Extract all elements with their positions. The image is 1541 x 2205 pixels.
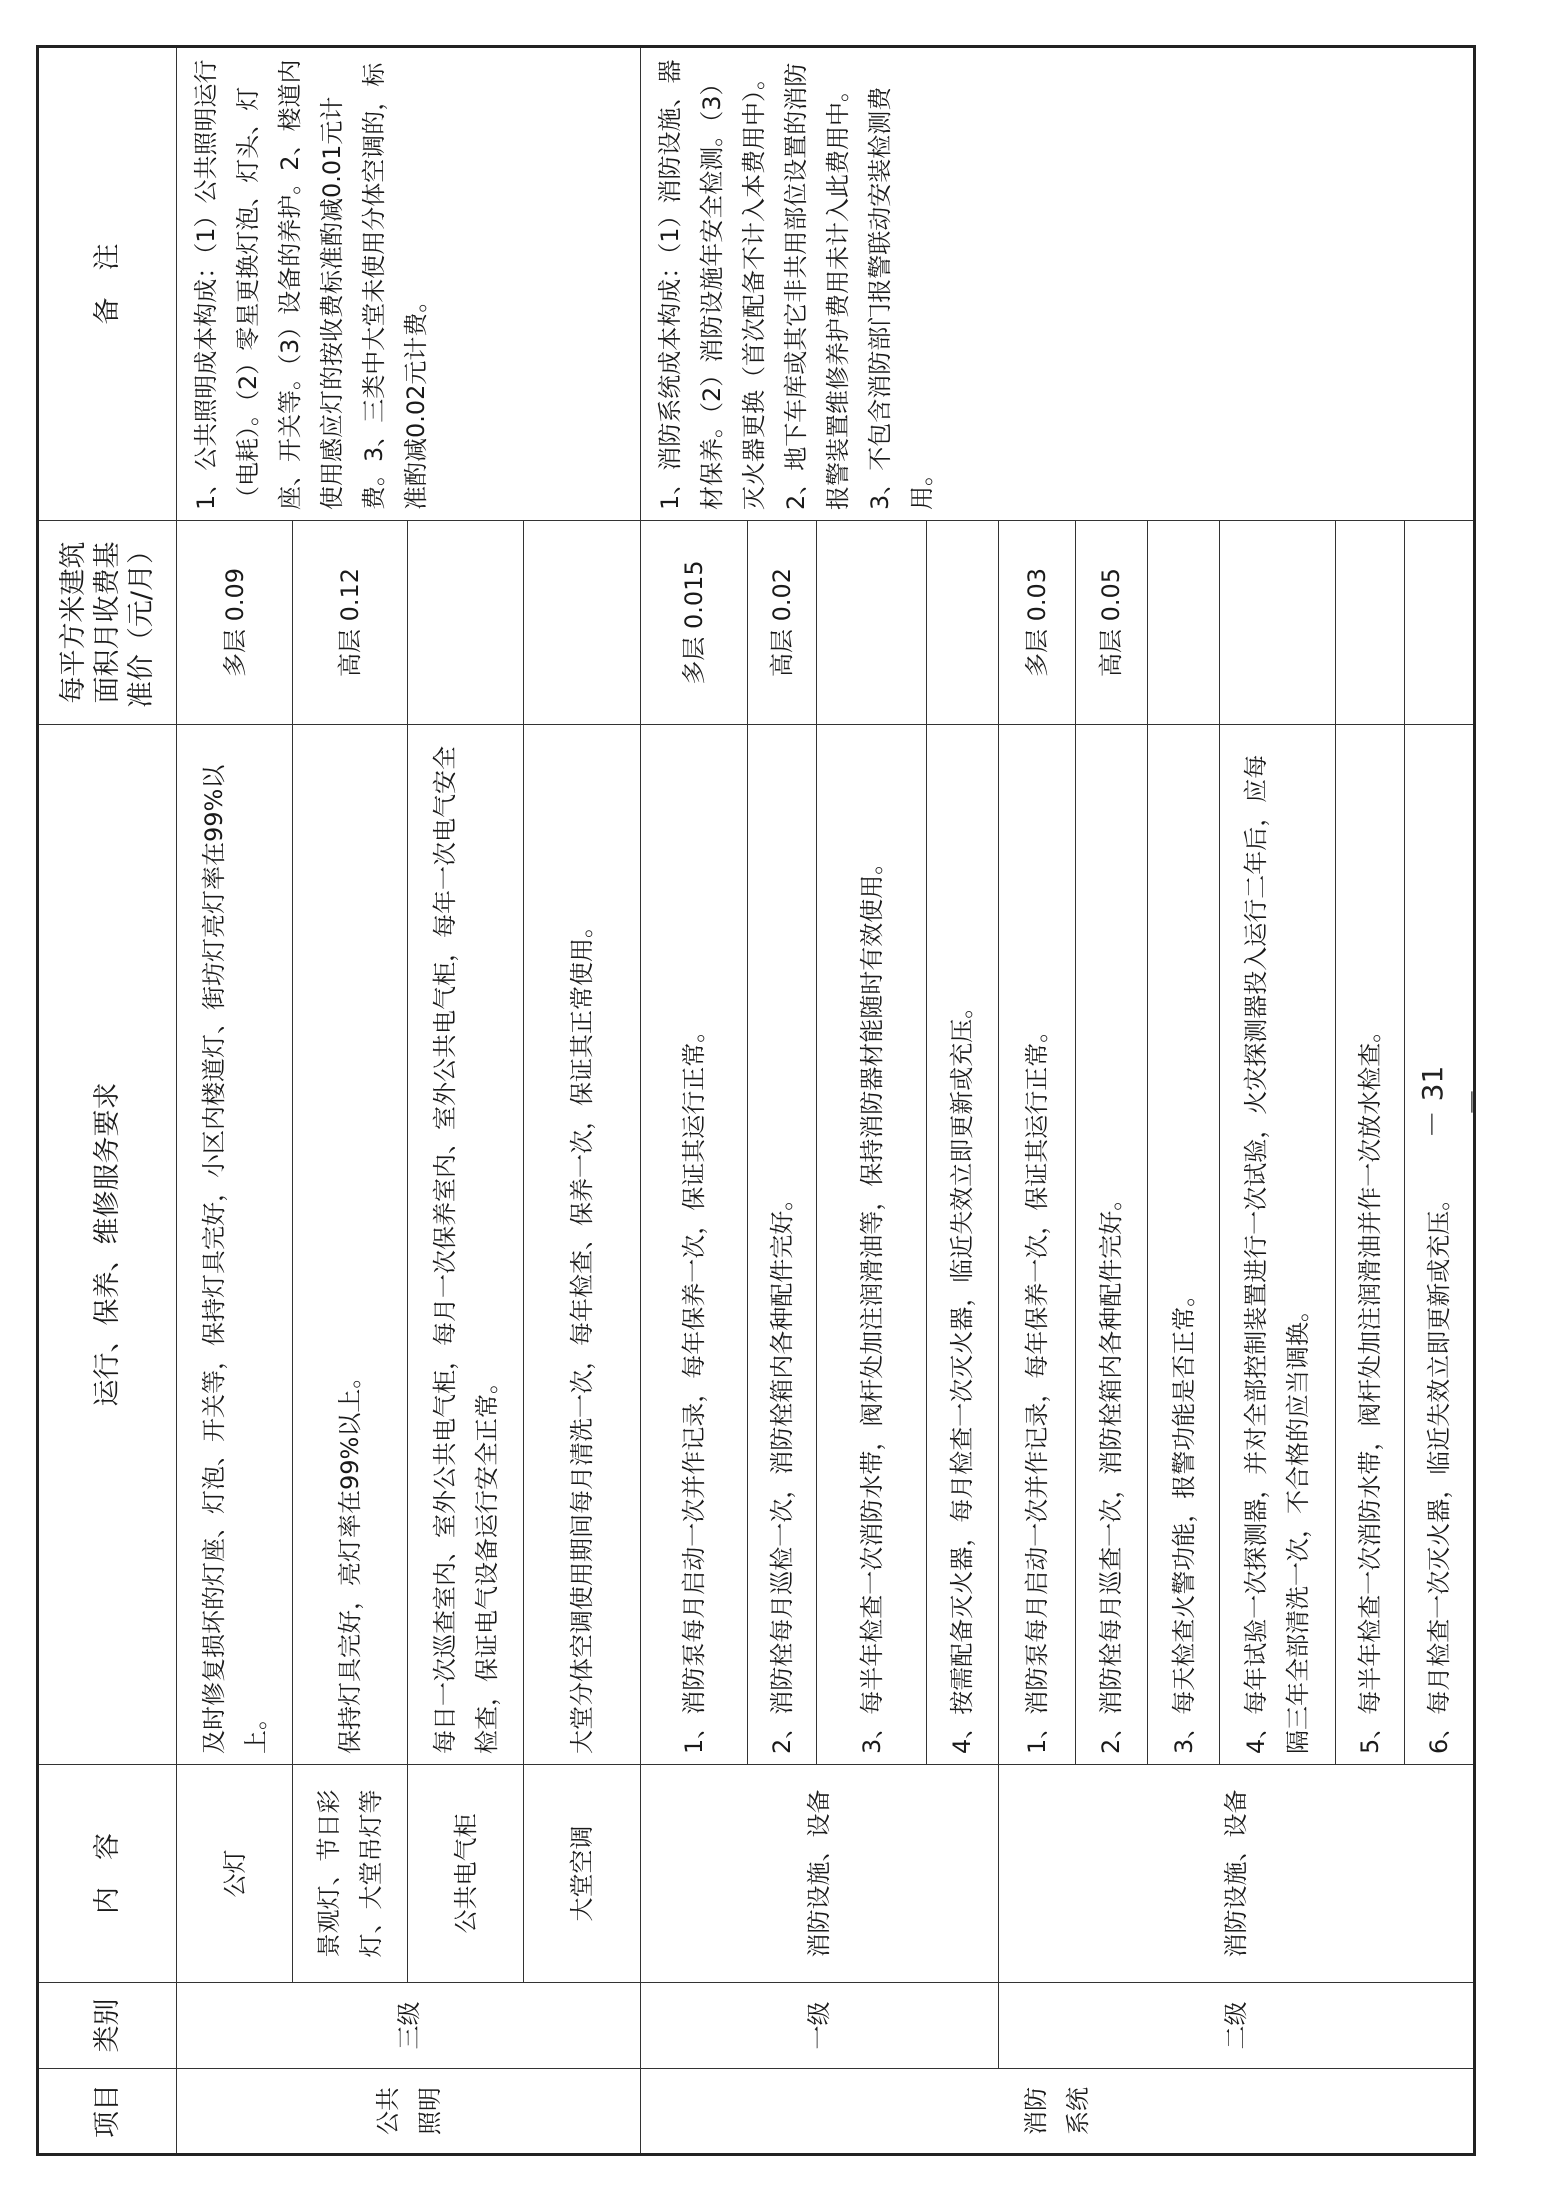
content-cell: 景观灯、节日彩灯、大堂吊灯等 — [292, 1765, 408, 1983]
requirement-cell: 3、每天检查火警功能，报警功能是否正常。 — [1147, 725, 1219, 1765]
requirement-cell: 1、消防泵每月启动一次并作记录，每年保养一次，保证其运行正常。 — [640, 725, 747, 1765]
header-content: 内 容 — [38, 1765, 177, 1983]
price-cell: 高层 0.02 — [747, 521, 817, 725]
requirement-cell: 4、按需配备灭火器，每月检查一次灭火器，临近失效立即更新或充压。 — [926, 725, 998, 1765]
price-cell — [817, 521, 926, 725]
header-row — [38, 47, 177, 2155]
price-cell — [926, 521, 998, 725]
category-level3: 三级 — [177, 1983, 641, 2069]
header-project: 项目 — [38, 2069, 177, 2155]
header-category: 类别 — [38, 1983, 177, 2069]
content-cell: 公灯 — [177, 1765, 293, 1983]
requirement-cell: 6、每月检查一次灭火器，临近失效立即更新或充压。 — [1405, 725, 1475, 1765]
header-price: 每平方米建筑面积月收费基准价（元/月） — [38, 521, 177, 725]
requirement-cell: 2、消防栓每月巡检一次，消防栓箱内各种配件完好。 — [747, 725, 817, 1765]
requirement-cell: 2、消防栓每月巡查一次，消防栓箱内各种配件完好。 — [1075, 725, 1147, 1765]
price-cell — [524, 521, 641, 725]
requirement-cell: 及时修复损坏的灯座、灯泡、开关等，保持灯具完好，小区内楼道灯、街坊灯亮灯率在99%以上。 — [177, 725, 293, 1765]
requirement-cell: 大堂分体空调使用期间每月清洗一次，每年检查、保养一次，保证其正常使用。 — [524, 725, 641, 1765]
content-fire-level1: 消防设施、设备 — [640, 1765, 998, 1983]
requirement-cell: 4、每年试验一次探测器，并对全部控制装置进行一次试验，火灾探测器投入运行二年后，应每隔三年全部清洗一次，不合格的应当调换。 — [1220, 725, 1336, 1765]
price-cell: 多层 0.09 — [177, 521, 293, 725]
price-cell: 高层 0.05 — [1075, 521, 1147, 725]
header-requirements: 运行、保养、维修服务要求 — [38, 725, 177, 1765]
page-number: － 31 － — [1416, 1065, 1489, 1139]
content-cell: 公共电气柜 — [408, 1765, 524, 1983]
project-fire-system: 消防系统 — [640, 2069, 1474, 2155]
price-cell — [1220, 521, 1336, 725]
price-cell: 多层 0.015 — [640, 521, 747, 725]
fee-standard-table — [36, 45, 1489, 2156]
header-note: 备 注 — [38, 47, 177, 521]
rotated-page — [36, 48, 1489, 2156]
price-cell: 高层 0.12 — [292, 521, 408, 725]
price-cell — [408, 521, 524, 725]
note-fire-system: 1、消防系统成本构成：（1）消防设施、器材保养。（2）消防设施年安全检测。（3）灭火器更换（首次配备不计入本费用中）。2、地下车库或其它非共用部位设置的消防报警装置维修养护费用未计入此费用中。3、不包含消防部门报警联动安装检测费用。 — [640, 47, 1474, 521]
price-cell — [1147, 521, 1219, 725]
table-row — [177, 47, 293, 2155]
content-fire-level2: 消防设施、设备 — [998, 1765, 1474, 1983]
note-public-lighting: 1、公共照明成本构成：（1）公共照明运行（电耗）。（2）零星更换灯泡、灯头、灯座、开关等。（3）设备的养护。2、楼道内使用感应灯的按收费标准酌减0.01元计费。3、三类中大堂未使用分体空调的，标准酌减0.02元计费。 — [177, 47, 641, 521]
price-cell — [1335, 521, 1405, 725]
requirement-cell: 5、每半年检查一次消防水带，阀杆处加注润滑油并作一次放水检查。 — [1335, 725, 1405, 1765]
requirement-cell: 3、每半年检查一次消防水带，阀杆处加注润滑油等，保持消防器材能随时有效使用。 — [817, 725, 926, 1765]
content-cell: 大堂空调 — [524, 1765, 641, 1983]
table-row — [640, 47, 747, 2155]
project-public-lighting: 公共照明 — [177, 2069, 641, 2155]
requirement-cell: 每日一次巡查室内、室外公共电气柜，每月一次保养室内、室外公共电气柜，每年一次电气安全检查，保证电气设备运行安全正常。 — [408, 725, 524, 1765]
requirement-cell: 保持灯具完好，亮灯率在99%以上。 — [292, 725, 408, 1765]
category-level1: 一级 — [640, 1983, 998, 2069]
requirement-cell: 1、消防泵每月启动一次并作记录，每年保养一次，保证其运行正常。 — [998, 725, 1075, 1765]
category-level2: 二级 — [998, 1983, 1474, 2069]
price-cell: 多层 0.03 — [998, 521, 1075, 725]
price-cell — [1405, 521, 1475, 725]
